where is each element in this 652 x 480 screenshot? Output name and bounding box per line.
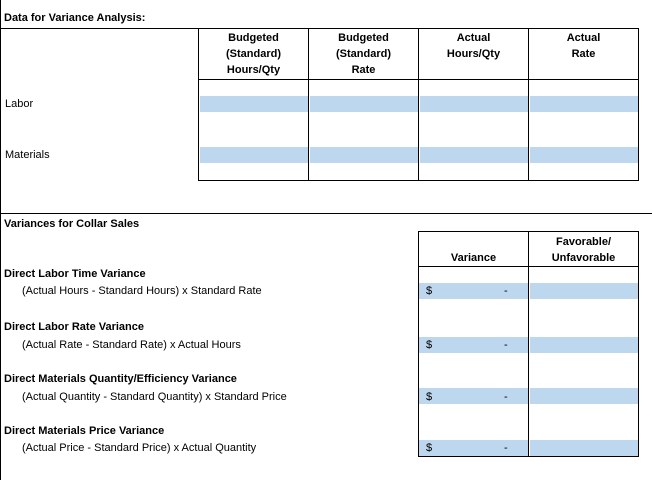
row-label-labor: Labor (5, 98, 34, 110)
materials-price-currency: $ (426, 442, 433, 454)
variance-title-materials-price: Direct Materials Price Variance (4, 425, 165, 437)
materials-price-fav-unfav-cell[interactable] (530, 440, 638, 456)
grid-vline (638, 28, 639, 181)
grid-vline (418, 28, 419, 181)
labor-time-variance-cell[interactable] (419, 283, 528, 299)
data-header-top-border (0, 28, 638, 29)
variance-section-title: Variances for Collar Sales (4, 218, 140, 230)
col-header-favorable-unfavorable: Favorable/ Unfavorable (551, 236, 616, 264)
data-section-title: Data for Variance Analysis: (4, 12, 146, 24)
labor-rate-variance-cell[interactable] (419, 337, 528, 353)
materials-quantity-variance-cell[interactable] (419, 388, 528, 404)
labor-time-fav-unfav-cell[interactable] (530, 283, 638, 299)
labor-actual-hours-cell[interactable] (420, 96, 528, 112)
col-header-actual-hours: Actual Hours/Qty (446, 32, 501, 60)
materials-quantity-value: - (504, 391, 508, 403)
sheet-left-border (0, 0, 1, 480)
col-header-variance: Variance (450, 252, 497, 264)
materials-actual-qty-cell[interactable] (420, 147, 528, 163)
materials-quantity-fav-unfav-cell[interactable] (530, 388, 638, 404)
labor-rate-value: - (504, 339, 508, 351)
labor-time-value: - (504, 285, 508, 297)
variance-title-materials-quantity: Direct Materials Quantity/Efficiency Variance (4, 373, 237, 385)
col-header-actual-rate: Actual Rate (566, 32, 601, 60)
variance-section-top-border (0, 213, 652, 214)
materials-price-value: - (504, 442, 508, 454)
grid-vline (198, 28, 199, 181)
col-header-budgeted-hours: Budgeted (Standard) Hours/Qty (226, 32, 281, 76)
labor-actual-rate-cell[interactable] (530, 96, 638, 112)
materials-actual-rate-cell[interactable] (530, 147, 638, 163)
data-grid-bottom-border (198, 180, 639, 181)
row-label-materials: Materials (5, 149, 50, 161)
variance-formula-materials-quantity: (Actual Quantity - Standard Quantity) x Standard Price (22, 391, 287, 403)
materials-budgeted-qty-cell[interactable] (200, 147, 308, 163)
variance-formula-labor-rate: (Actual Rate - Standard Rate) x Actual Hours (22, 339, 241, 351)
labor-rate-fav-unfav-cell[interactable] (530, 337, 638, 353)
labor-budgeted-hours-cell[interactable] (200, 96, 308, 112)
grid-vline (308, 28, 309, 181)
variance-vline (638, 231, 639, 457)
grid-vline (528, 28, 529, 181)
variance-title-labor-rate: Direct Labor Rate Variance (4, 321, 145, 333)
col-header-budgeted-rate: Budgeted (Standard) Rate (336, 32, 391, 76)
variance-formula-labor-time: (Actual Hours - Standard Hours) x Standard Rate (22, 285, 262, 297)
labor-budgeted-rate-cell[interactable] (310, 96, 418, 112)
variance-title-labor-time: Direct Labor Time Variance (4, 268, 146, 280)
variance-formula-materials-price: (Actual Price - Standard Price) x Actual Quantity (22, 442, 257, 454)
materials-price-variance-cell[interactable] (419, 440, 528, 456)
labor-time-currency: $ (426, 285, 433, 297)
materials-budgeted-rate-cell[interactable] (310, 147, 418, 163)
materials-quantity-currency: $ (426, 391, 433, 403)
labor-rate-currency: $ (426, 339, 433, 351)
